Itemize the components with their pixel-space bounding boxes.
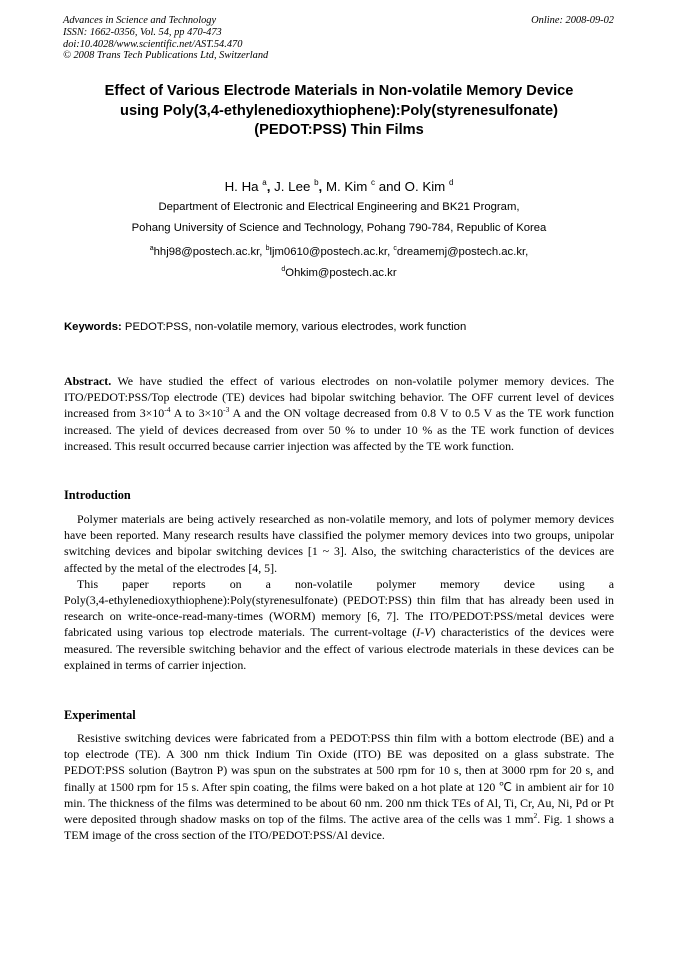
affiliation-line-2: Pohang University of Science and Technology, Pohang 790-784, Republic of Korea — [131, 222, 547, 234]
email-line-2: $^d$Ohkim@postech.ac.kr — [281, 266, 397, 279]
email-1: hhj98@postech.ac.kr, — [153, 246, 263, 258]
author-4: O. Kim — [404, 179, 446, 194]
author-1-mark: a — [262, 178, 267, 187]
introduction-heading: Introduction — [64, 488, 131, 502]
intro-paragraph-2-line-1: This paper reports on a non-volatile polymer memory device using a — [77, 576, 614, 591]
affiliation-line-1: Department of Electronic and Electrical Engineering and BK21 Program, — [158, 201, 520, 213]
title-line-2: using Poly(3,4-ethylenedioxythiophene):Poly(styrenesulfonate) — [120, 102, 558, 119]
keywords — [64, 320, 624, 334]
copyright-line: © 2008 Trans Tech Publications Ltd, Switzerland — [63, 50, 269, 62]
introduction-body — [64, 511, 614, 673]
author-conjunction: and — [378, 179, 401, 194]
title-line-3: (PEDOT:PSS) Thin Films — [254, 122, 424, 139]
author-3: M. Kim — [325, 179, 368, 194]
intro-paragraph-1: Polymer materials are being actively researched as non-volatile memory, and lots of polymer memory devices have been reported. Many research results have classified the polymer memory devices into two groups, unipolar switching devices and bipolar switching devices [1 ~ 3]. Also, the switching characteristics of the devices are affected by the metal of the electrodes [4, 5]. — [64, 512, 614, 575]
intro-paragraph-2: Poly(3,4-ethylenedioxythiophene):Poly(styrenesulfonate) (PEDOT:PSS) thin film that has already been used in research on write-once-read-many-times (WORM) memory [6, 7]. The ITO/PEDOT:PSS/metal devices were fabricated using various top electrode materials. The current-voltage (I-V) characteristics of the devices were measured. The reversible switching behavior and the effect of various electrode materials in these devices can be explained in terms of carrier injection. — [64, 593, 614, 672]
doi-line: doi:10.4028/www.scientific.net/AST.54.470 — [63, 38, 243, 50]
experimental-heading: Experimental — [64, 708, 136, 722]
abstract: Abstract. We have studied the effect of various electrodes on non-volatile polymer memory devices. The ITO/PEDOT:PSS/Top electrode (TE) devices had bipolar switching behavior. The OFF current level of devices increased from $3\times 10^{-4}$ A to $3\times 10^{-3}$ A and the ON voltage decreased from 0.8 V to 0.5 V as the TE work function increased. The yield of devices decreased from over 50 % to under 10 % as the TE work function of devices increased. This result occurred because carrier injection was affected by the TE work function. — [64, 374, 614, 453]
abstract-label: Abstract. — [64, 374, 112, 388]
author-2-mark: b — [314, 178, 319, 187]
author-list: H. Ha $^a$, J. Lee $^b$, M. Kim $^c$ and O. Kim $^d$ — [224, 178, 454, 194]
title-line-1: Effect of Various Electrode Materials in Non-volatile Memory Device — [104, 83, 574, 99]
paper-title — [60, 82, 618, 141]
journal-name: Advances in Science and Technology — [63, 15, 217, 26]
author-2: J. Lee — [274, 179, 311, 194]
experimental-paragraph-1: Resistive switching devices were fabricated from a PEDOT:PSS thin film with a bottom electrode (BE) and a top electrode (TE). A 300 nm thick Indium Tin Oxide (ITO) BE was deposited on a glass substrate. The PEDOT:PSS solution (Baytron P) was spun on the substrates at 500 rpm for 10 s, then at 3000 rpm for 20 s, and finally at 1500 rpm for 15 s. After spin coating, the films were baked on a hot plate at 120 ℃ in ambient air for 10 min. The thickness of the films was determined to be about 60 nm. 200 nm thick TEs of Al, Ti, Cr, Au, Ni, Pd or Pt were deposited through shadow masks on top of the films. The active area of the cells was 1 $mm^2$. Fig. 1 shows a TEM image of the cross section of the ITO/PEDOT:PSS/Al device. — [64, 731, 615, 843]
issn-line: ISSN: 1662-0356, Vol. 54, pp 470-473 — [63, 26, 222, 38]
author-1: H. Ha — [224, 179, 259, 194]
online-date: Online: 2008-09-02 — [531, 15, 614, 26]
email-3: dreamemj@postech.ac.kr, — [396, 246, 529, 258]
running-header — [63, 15, 268, 62]
experimental-body — [64, 730, 614, 843]
author-4-mark: d — [448, 178, 454, 187]
email-2: ljm0610@postech.ac.kr, — [269, 246, 391, 258]
email-4: Ohkim@postech.ac.kr — [285, 267, 397, 279]
email-line-1: $^a$hhj98@postech.ac.kr, $^b$ljm0610@postech.ac.kr, $^c$dreamemj@postech.ac.kr, — [149, 245, 529, 258]
keywords-text: PEDOT:PSS, non-volatile memory, various electrodes, work function — [124, 321, 467, 333]
author-3-mark: c — [371, 178, 376, 187]
keywords-label: Keywords: — [64, 321, 122, 333]
